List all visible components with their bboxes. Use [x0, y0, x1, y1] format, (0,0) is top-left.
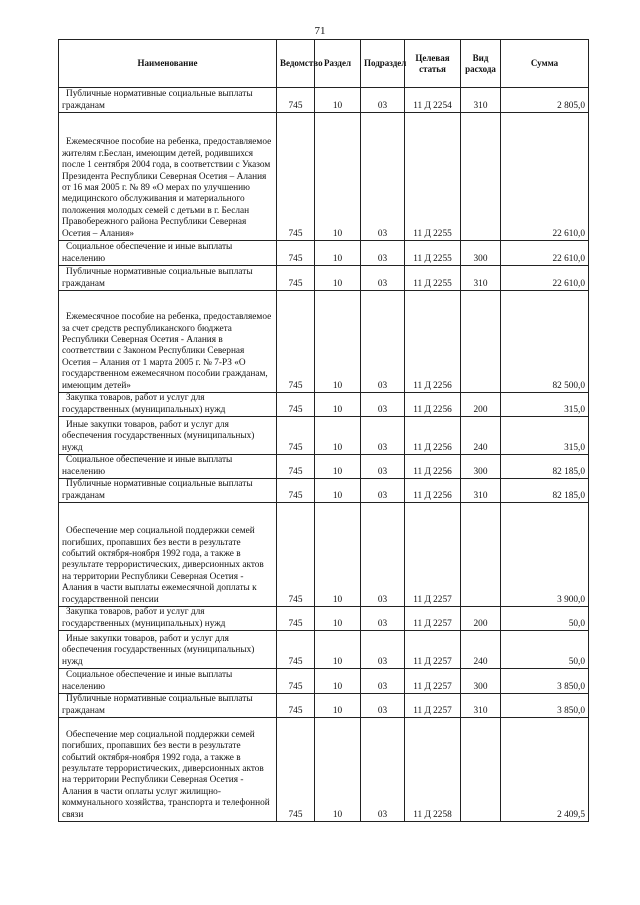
- row-dept: 745: [277, 113, 315, 241]
- row-target: 11 Д 2256: [405, 393, 461, 417]
- row-name: Иные закупки товаров, работ и услуг для обеспечения государственных (муниципальных) нужд: [59, 417, 277, 455]
- row-subsection: 03: [361, 291, 405, 393]
- table-row: [59, 631, 589, 669]
- row-target: 11 Д 2255: [405, 266, 461, 291]
- row-section: 10: [315, 631, 361, 669]
- header-target: Целевая статья: [405, 40, 461, 88]
- row-name: Социальное обеспечение и иные выплаты населению: [59, 241, 277, 266]
- header-dept: Ведомство: [277, 40, 315, 88]
- row-dept: 745: [277, 631, 315, 669]
- table-row: [59, 417, 589, 455]
- row-subsection: 03: [361, 113, 405, 241]
- row-subsection: 03: [361, 479, 405, 503]
- row-amount: 22 610,0: [501, 241, 589, 266]
- row-amount: 50,0: [501, 631, 589, 669]
- row-subsection: 03: [361, 393, 405, 417]
- row-expense-type: 200: [461, 607, 501, 631]
- row-section: 10: [315, 88, 361, 113]
- row-amount: 3 900,0: [501, 503, 589, 607]
- header-subsection: Подраздел: [361, 40, 405, 88]
- row-target: 11 Д 2257: [405, 694, 461, 718]
- row-expense-type: 240: [461, 417, 501, 455]
- row-dept: 745: [277, 88, 315, 113]
- table-row: [59, 718, 589, 822]
- row-amount: 22 610,0: [501, 266, 589, 291]
- row-dept: 745: [277, 694, 315, 718]
- row-target: 11 Д 2256: [405, 417, 461, 455]
- row-name: Публичные нормативные социальные выплаты гражданам: [59, 479, 277, 503]
- row-amount: 82 500,0: [501, 291, 589, 393]
- row-dept: 745: [277, 479, 315, 503]
- row-section: 10: [315, 455, 361, 479]
- row-target: 11 Д 2255: [405, 113, 461, 241]
- row-section: 10: [315, 669, 361, 694]
- row-amount: 22 610,0: [501, 113, 589, 241]
- row-expense-type: 310: [461, 479, 501, 503]
- row-expense-type: 300: [461, 455, 501, 479]
- table-row: [59, 607, 589, 631]
- row-subsection: 03: [361, 417, 405, 455]
- row-name: Публичные нормативные социальные выплаты гражданам: [59, 694, 277, 718]
- row-dept: 745: [277, 718, 315, 822]
- row-name: Обеспечение мер социальной поддержки семей погибших, пропавших без вести в результате событий октября-ноября 1992 года, а также в результате террористических, диверсионных актов на территории Республики Северная Осетия - Алания в части оплаты услуг жилищно-коммунального хозяйства, транспорта и телефонной связи: [59, 718, 277, 822]
- row-name: Ежемесячное пособие на ребенка, предоставляемое за счет средств республиканского бюджета Республики Северная Осетия - Алания в соответствии с Законом Республики Северная Осетия – Алания от 1 марта 2005 г. № 7-РЗ «О государственном ежемесячном пособии гражданам, имеющим детей»: [59, 291, 277, 393]
- row-amount: 50,0: [501, 607, 589, 631]
- row-target: 11 Д 2256: [405, 479, 461, 503]
- row-name: Социальное обеспечение и иные выплаты населению: [59, 455, 277, 479]
- table-row: [59, 113, 589, 241]
- row-expense-type: [461, 291, 501, 393]
- row-section: 10: [315, 113, 361, 241]
- row-subsection: 03: [361, 241, 405, 266]
- row-subsection: 03: [361, 718, 405, 822]
- row-section: 10: [315, 694, 361, 718]
- header-section: Раздел: [315, 40, 361, 88]
- table-row: [59, 669, 589, 694]
- row-subsection: 03: [361, 455, 405, 479]
- row-name: Ежемесячное пособие на ребенка, предоставляемое жителям г.Беслан, имеющим детей, родившихся после 1 сентября 2004 года, в соответствии с Указом Президента Республики Северная Осетия – Алания от 16 мая 2005 г. № 89 «О мерах по улучшению медицинского обслуживания и материального положения молодых семей с детьми в г. Беслан Правобережного района Республики Северная Осетия – Алания»: [59, 113, 277, 241]
- row-target: 11 Д 2257: [405, 503, 461, 607]
- row-subsection: 03: [361, 669, 405, 694]
- row-expense-type: 240: [461, 631, 501, 669]
- row-amount: 2 409,5: [501, 718, 589, 822]
- row-dept: 745: [277, 417, 315, 455]
- row-section: 10: [315, 503, 361, 607]
- row-expense-type: [461, 718, 501, 822]
- table-row: [59, 393, 589, 417]
- row-amount: 3 850,0: [501, 694, 589, 718]
- row-subsection: 03: [361, 607, 405, 631]
- row-name: Публичные нормативные социальные выплаты гражданам: [59, 88, 277, 113]
- table-row: [59, 479, 589, 503]
- row-amount: 3 850,0: [501, 669, 589, 694]
- row-dept: 745: [277, 669, 315, 694]
- row-subsection: 03: [361, 88, 405, 113]
- budget-table: [58, 39, 589, 822]
- row-subsection: 03: [361, 503, 405, 607]
- row-target: 11 Д 2257: [405, 669, 461, 694]
- table-row: [59, 241, 589, 266]
- row-dept: 745: [277, 503, 315, 607]
- row-dept: 745: [277, 291, 315, 393]
- row-subsection: 03: [361, 631, 405, 669]
- row-expense-type: 310: [461, 266, 501, 291]
- row-section: 10: [315, 266, 361, 291]
- row-dept: 745: [277, 393, 315, 417]
- table-row: [59, 455, 589, 479]
- row-section: 10: [315, 291, 361, 393]
- table-row: [59, 266, 589, 291]
- row-subsection: 03: [361, 266, 405, 291]
- row-section: 10: [315, 241, 361, 266]
- row-name: Обеспечение мер социальной поддержки семей погибших, пропавших без вести в результате событий октября-ноября 1992 года, а также в результате террористических, диверсионных актов на территории Республики Северная Осетия - Алания в части выплаты ежемесячной доплаты к государственной пенсии: [59, 503, 277, 607]
- table-header-row: [59, 40, 589, 88]
- header-expense-type: Вид расхода: [461, 40, 501, 88]
- page-number: 71: [314, 25, 326, 37]
- row-expense-type: 300: [461, 241, 501, 266]
- row-name: Иные закупки товаров, работ и услуг для обеспечения государственных (муниципальных) нужд: [59, 631, 277, 669]
- row-name: Закупка товаров, работ и услуг для государственных (муниципальных) нужд: [59, 607, 277, 631]
- row-name: Закупка товаров, работ и услуг для государственных (муниципальных) нужд: [59, 393, 277, 417]
- row-amount: 315,0: [501, 393, 589, 417]
- row-section: 10: [315, 417, 361, 455]
- row-amount: 2 805,0: [501, 88, 589, 113]
- header-name: Наименование: [59, 40, 277, 88]
- row-expense-type: [461, 113, 501, 241]
- row-expense-type: 300: [461, 669, 501, 694]
- row-name: Социальное обеспечение и иные выплаты населению: [59, 669, 277, 694]
- row-section: 10: [315, 607, 361, 631]
- row-target: 11 Д 2256: [405, 291, 461, 393]
- row-target: 11 Д 2256: [405, 455, 461, 479]
- table-row: [59, 88, 589, 113]
- table-row: [59, 694, 589, 718]
- row-expense-type: 310: [461, 694, 501, 718]
- row-section: 10: [315, 479, 361, 503]
- row-amount: 315,0: [501, 417, 589, 455]
- row-dept: 745: [277, 607, 315, 631]
- row-subsection: 03: [361, 694, 405, 718]
- row-dept: 745: [277, 266, 315, 291]
- row-expense-type: 310: [461, 88, 501, 113]
- table-row: [59, 291, 589, 393]
- table-row: [59, 503, 589, 607]
- row-name: Публичные нормативные социальные выплаты гражданам: [59, 266, 277, 291]
- row-target: 11 Д 2255: [405, 241, 461, 266]
- table-body: [59, 88, 589, 822]
- row-target: 11 Д 2257: [405, 607, 461, 631]
- row-amount: 82 185,0: [501, 479, 589, 503]
- row-target: 11 Д 2254: [405, 88, 461, 113]
- header-amount: Сумма: [501, 40, 589, 88]
- row-section: 10: [315, 393, 361, 417]
- row-target: 11 Д 2257: [405, 631, 461, 669]
- row-section: 10: [315, 718, 361, 822]
- row-amount: 82 185,0: [501, 455, 589, 479]
- row-target: 11 Д 2258: [405, 718, 461, 822]
- row-expense-type: 200: [461, 393, 501, 417]
- row-dept: 745: [277, 455, 315, 479]
- row-dept: 745: [277, 241, 315, 266]
- row-expense-type: [461, 503, 501, 607]
